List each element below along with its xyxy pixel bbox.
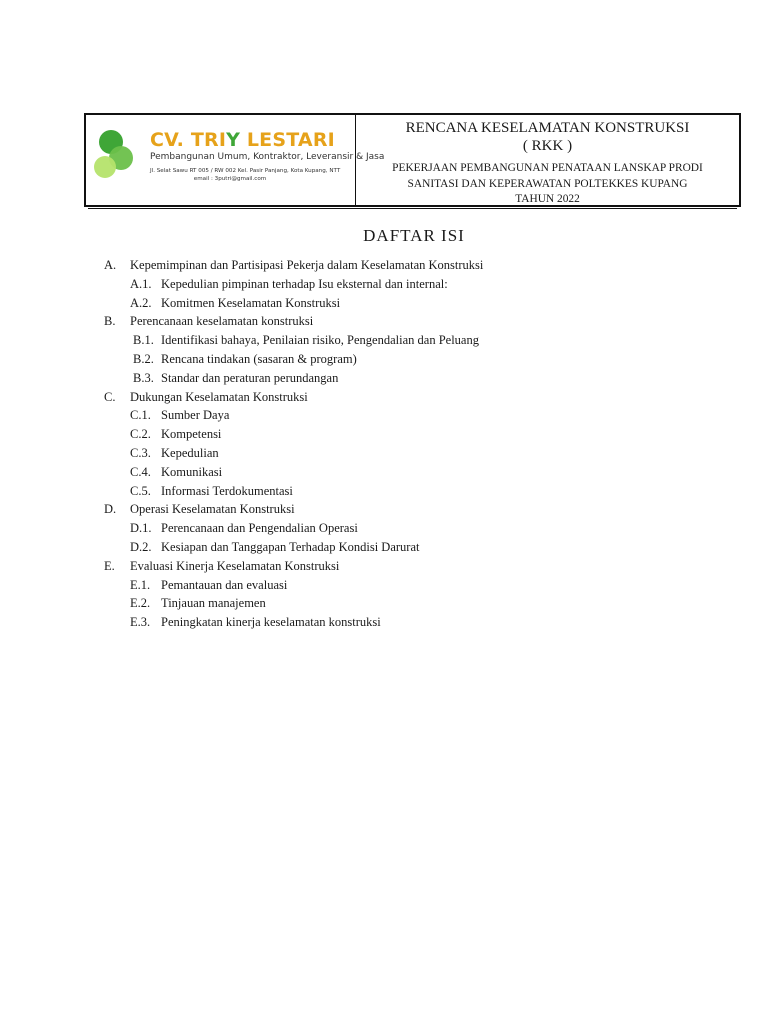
toc-item-c4[interactable]: C.4. Komunikasi — [130, 464, 223, 479]
toc-item-d1[interactable]: D.1. Perencanaan dan Pengendalian Operasi — [130, 521, 358, 536]
toc-item-b[interactable]: B. Perencanaan keselamatan konstruksi — [104, 314, 314, 329]
toc-item-e1[interactable]: E.1. Pemantauan dan evaluasi — [130, 577, 288, 592]
toc-item-a[interactable]: A. Kepemimpinan dan Partisipasi Pekerja dalam Keselamatan Konstruksi — [104, 258, 484, 272]
company-email: email : 3putri@gmail.com — [193, 176, 267, 182]
toc-item-c[interactable]: C. Dukungan Keselamatan Konstruksi — [104, 389, 308, 404]
toc-item-c3[interactable]: C.3. Kepedulian — [130, 445, 219, 460]
toc-item-c1[interactable]: C.1. Sumber Daya — [130, 408, 230, 423]
document-header — [84, 113, 741, 207]
company-tagline: Pembangunan Umum, Kontraktor, Leveransir & Jasa — [150, 152, 385, 162]
toc-heading: DAFTAR ISI — [363, 226, 465, 245]
document-title-cell — [356, 115, 739, 205]
toc-item-e[interactable]: E. Evaluasi Kinerja Keselamatan Konstruksi — [104, 558, 340, 573]
toc-item-e2[interactable]: E.2. Tinjauan manajemen — [130, 596, 266, 611]
document-subtitle: PEKERJAAN PEMBANGUNAN PENATAAN LANSKAP PRODI SANITASI DAN KEPERAWATAN POLTEKKES KUPANG TAHUN 2022 — [392, 162, 703, 205]
company-name: CV. TRIY LESTARI — [150, 129, 335, 151]
document-title: RENCANA KESELAMATAN KONSTRUKSI ( RKK ) — [405, 120, 690, 154]
toc-item-c2[interactable]: C.2. Kompetensi — [130, 427, 222, 442]
toc-item-a1[interactable]: A.1. Kepedulian pimpinan terhadap Isu eksternal dan internal: — [130, 276, 448, 291]
toc-item-d[interactable]: D. Operasi Keselamatan Konstruksi — [104, 502, 295, 517]
toc-item-b1[interactable]: B.1. Identifikasi bahaya, Penilaian risiko, Pengendalian dan Peluang — [133, 333, 479, 348]
toc-item-d2[interactable]: D.2. Kesiapan dan Tanggapan Terhadap Kondisi Darurat — [130, 539, 420, 554]
company-address: Jl. Selat Sawu RT 005 / RW 002 Kel. Pasir Panjang, Kota Kupang, NTT — [150, 168, 341, 174]
table-of-contents — [0, 256, 768, 632]
toc-item-e3[interactable]: E.3. Peningkatan kinerja keselamatan konstruksi — [130, 615, 381, 630]
company-logo-cell — [86, 115, 385, 205]
toc-item-b3[interactable]: B.3. Standar dan peraturan perundangan — [133, 370, 339, 385]
company-logo-icon — [92, 127, 138, 183]
company-info — [150, 129, 385, 182]
toc-item-a2[interactable]: A.2. Komitmen Keselamatan Konstruksi — [130, 295, 341, 310]
toc-item-c5[interactable]: C.5. Informasi Terdokumentasi — [130, 483, 293, 498]
toc-item-b2[interactable]: B.2. Rencana tindakan (sasaran & program) — [133, 351, 357, 366]
